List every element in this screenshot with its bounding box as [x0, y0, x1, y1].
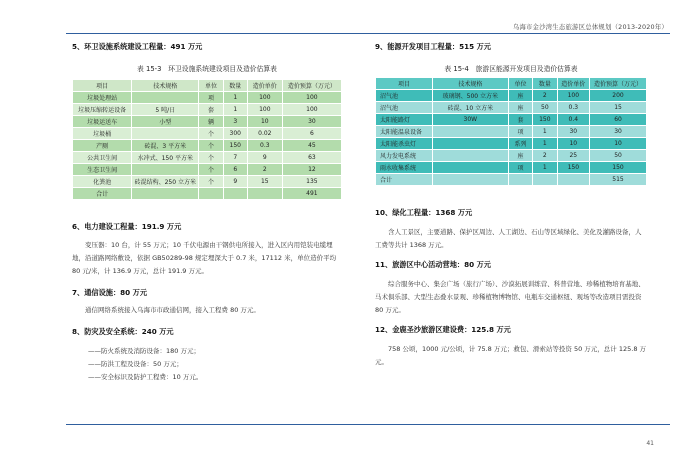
cell: 雨水收集系统	[376, 162, 433, 174]
cell	[432, 138, 508, 150]
section-6-paragraph: 变压器：10 台，计 55 万元；10 千伏电源由干钢供电所接入，进入区内用铠装电缆埋地，沿道路网络敷设，依据 GB50289-98 规定埋深大于 0.7 米，17112 米，单位造价平均 80 元/米，计 136.9 万元，总计 191.9 万元。	[72, 241, 337, 275]
header-rule	[66, 33, 670, 34]
col-header-qty: 数量	[533, 78, 557, 90]
cell: 9	[223, 176, 247, 188]
col-header-spec: 技术规格	[432, 78, 508, 90]
table-row	[376, 162, 647, 174]
cell: 项	[508, 126, 532, 138]
section-11-paragraph: 综合服务中心、集会广场（旅行广场）、沙漠拓展训练营、科普营地、珍稀植物培育基地、马术俱乐部、大型生态叠水景观、珍稀植物博物馆、电瓶车交通枢纽、观场等改造项目需投资 80 万元。	[375, 280, 645, 314]
cell: 30	[557, 126, 590, 138]
cell: 1	[533, 162, 557, 174]
cell: 太阳能杀虫灯	[376, 138, 433, 150]
table-total-row	[73, 188, 342, 200]
cell	[557, 174, 590, 186]
table-15-3-caption: 表 15-3 环卫设施系统建设项目及造价估算表	[137, 65, 277, 73]
cell: 化粪池	[73, 176, 132, 188]
list-item: ——防洪工程及设备：50 万元；	[88, 360, 183, 368]
cell: 515	[590, 174, 647, 186]
cell: 15	[590, 102, 647, 114]
cell: 6	[223, 164, 247, 176]
cell: 7	[223, 152, 247, 164]
cell	[432, 150, 508, 162]
cell: 砖混、10 立方米	[432, 102, 508, 114]
col-header-unit: 单位	[199, 80, 223, 92]
energy-cost-table	[375, 77, 647, 186]
cell: 座	[508, 102, 532, 114]
cell: 60	[590, 114, 647, 126]
section-6-heading: 6、电力建设工程量：191.9 万元	[72, 222, 182, 231]
cell: 生态卫生间	[73, 164, 132, 176]
section-9-heading: 9、能源开发项目工程量：515 万元	[375, 42, 491, 51]
section-12-heading: 12、金鹿圣沙旅游区建设费：125.8 万元	[375, 325, 511, 334]
table-row	[73, 128, 342, 140]
cell	[508, 174, 532, 186]
footer-rule	[66, 424, 670, 425]
page-header: 乌海市金沙湾生态旅游区总体规划（2013-2020年）	[512, 23, 668, 31]
cell: 100	[557, 90, 590, 102]
cell	[132, 164, 199, 176]
cell: 25	[557, 150, 590, 162]
cell: 1	[533, 138, 557, 150]
cell: 辆	[199, 116, 223, 128]
cell: 2	[533, 150, 557, 162]
section-7-paragraph: 通信网络系统接入乌海市市政通信网，接入工程费 80 万元。	[85, 306, 260, 314]
col-header-item: 项目	[376, 78, 433, 90]
cell	[132, 128, 199, 140]
cell: 30W	[432, 114, 508, 126]
table-15-4-caption: 表 15-4 旅游区能源开发项目及造价估算表	[444, 65, 578, 73]
cell: 系列	[508, 138, 532, 150]
cell: 产厕	[73, 140, 132, 152]
cell: 10	[557, 138, 590, 150]
cell: 风力发电系统	[376, 150, 433, 162]
cell: 个	[199, 164, 223, 176]
cell: 100	[282, 104, 341, 116]
cell	[432, 174, 508, 186]
cell: 2	[247, 164, 282, 176]
cell	[223, 188, 247, 200]
table-row	[73, 104, 342, 116]
sanitation-cost-table	[72, 79, 342, 200]
section-11-heading: 11、旅游区中心活动营地：80 万元	[375, 260, 491, 269]
cell: 个	[199, 176, 223, 188]
left-column	[72, 38, 342, 384]
cell: 座	[508, 150, 532, 162]
cell: 150	[223, 140, 247, 152]
col-header-unit-price: 造价单价	[247, 80, 282, 92]
cell: 30	[282, 116, 341, 128]
cell: 个	[199, 152, 223, 164]
cell	[132, 92, 199, 104]
table-total-row	[376, 174, 647, 186]
cell: 45	[282, 140, 341, 152]
cell: 9	[247, 152, 282, 164]
table-row	[73, 140, 342, 152]
cell: 50	[590, 150, 647, 162]
cell: 200	[590, 90, 647, 102]
cell: 100	[247, 92, 282, 104]
table-row	[376, 138, 647, 150]
cell: 垃圾桶	[73, 128, 132, 140]
table-row	[73, 176, 342, 188]
cell: 150	[557, 162, 590, 174]
cell: 0.02	[247, 128, 282, 140]
cell: 垃圾运送车	[73, 116, 132, 128]
cell: 10	[590, 138, 647, 150]
section-12-paragraph: 758 公顷，1000 元/公顷，计 75.8 万元；救包、滑索站等投资 50 万元，总计 125.8 万元。	[375, 345, 647, 366]
col-header-spec: 技术规格	[132, 80, 199, 92]
page-number: 41	[646, 440, 654, 447]
cell: 100	[282, 92, 341, 104]
table-header-row	[73, 80, 342, 92]
right-column	[375, 38, 647, 369]
col-header-unit: 单位	[508, 78, 532, 90]
cell: 15	[247, 176, 282, 188]
table-row	[73, 152, 342, 164]
cell: 太阳能温泉设备	[376, 126, 433, 138]
cell: 沼气池	[376, 90, 433, 102]
cell: 个	[199, 128, 223, 140]
table-row	[73, 164, 342, 176]
cell: 砖混结构、250 立方米	[132, 176, 199, 188]
cell: 太阳能路灯	[376, 114, 433, 126]
cell	[199, 188, 223, 200]
cell: 垃圾压缩转运设备	[73, 104, 132, 116]
table-row	[376, 126, 647, 138]
cell: 6	[282, 128, 341, 140]
cell: 100	[247, 104, 282, 116]
table-row	[376, 150, 647, 162]
cell: 套	[508, 114, 532, 126]
table-row	[73, 116, 342, 128]
cell: 合计	[376, 174, 433, 186]
cell: 50	[533, 102, 557, 114]
table-row	[376, 90, 647, 102]
cell: 水冲式、150 平方米	[132, 152, 199, 164]
cell: 1	[223, 92, 247, 104]
cell: 座	[508, 90, 532, 102]
cell: 垃圾处理站	[73, 92, 132, 104]
cell: 12	[282, 164, 341, 176]
col-header-item: 项目	[73, 80, 132, 92]
col-header-budget: 造价预算（万元）	[590, 78, 647, 90]
table-row	[376, 114, 647, 126]
cell: 150	[590, 162, 647, 174]
col-header-unit-price: 造价单价	[557, 78, 590, 90]
section-10-paragraph: 含人工景区，主要道路、保护区周边、人工湖边、石山等区域绿化、美化及灌路设备，人工费等共计 1368 万元。	[375, 228, 642, 249]
cell: 3	[223, 116, 247, 128]
section-10-heading: 10、绿化工程量：1368 万元	[375, 208, 473, 217]
cell: 套	[199, 104, 223, 116]
cell: 5 吨/日	[132, 104, 199, 116]
section-8-heading: 8、防灾及安全系统：240 万元	[72, 327, 174, 336]
section-7-heading: 7、通信设施：80 万元	[72, 288, 148, 297]
table-header-row	[376, 78, 647, 90]
cell: 300	[223, 128, 247, 140]
cell: 砖混、3 平方米	[132, 140, 199, 152]
cell: 2	[533, 90, 557, 102]
table-row	[73, 92, 342, 104]
table-row	[376, 102, 647, 114]
cell: 玻璃钢、500 立方米	[432, 90, 508, 102]
cell: 项	[199, 92, 223, 104]
cell: 0.3	[247, 140, 282, 152]
list-item: ——安全标识及防护工程费：10 万元。	[88, 373, 203, 381]
cell: 0.4	[557, 114, 590, 126]
cell: 30	[590, 126, 647, 138]
cell: 63	[282, 152, 341, 164]
cell: 公共卫生间	[73, 152, 132, 164]
cell: 0.3	[557, 102, 590, 114]
cell	[432, 162, 508, 174]
cell: 合计	[73, 188, 132, 200]
col-header-budget: 造价预算（万元）	[282, 80, 341, 92]
cell: 491	[282, 188, 341, 200]
section-5-heading: 5、环卫设施系统建设工程量：491 万元	[72, 42, 203, 51]
cell	[533, 174, 557, 186]
cell	[132, 188, 199, 200]
cell: 沼气池	[376, 102, 433, 114]
cell: 小型	[132, 116, 199, 128]
cell: 10	[247, 116, 282, 128]
col-header-qty: 数量	[223, 80, 247, 92]
cell: 项	[508, 162, 532, 174]
list-item: ——防火系统及消防设备：180 万元；	[88, 347, 200, 355]
cell: 个	[199, 140, 223, 152]
cell	[432, 126, 508, 138]
cell: 150	[533, 114, 557, 126]
cell: 1	[533, 126, 557, 138]
cell: 1	[223, 104, 247, 116]
cell	[247, 188, 282, 200]
cell: 135	[282, 176, 341, 188]
